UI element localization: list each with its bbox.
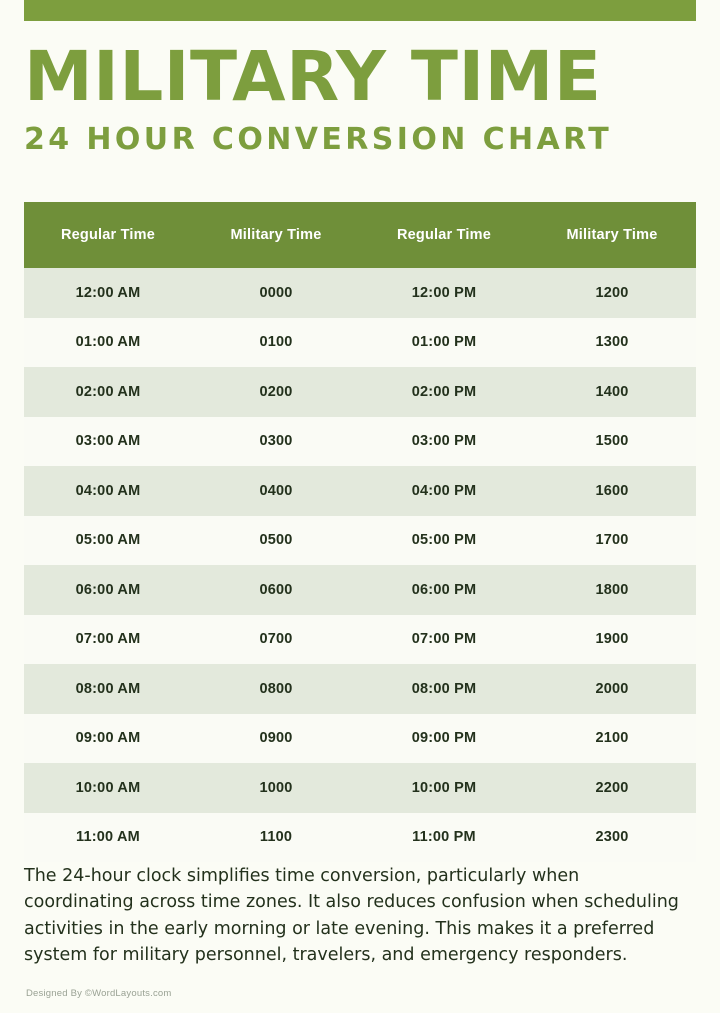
cell-military-time-pm: 1800 <box>528 565 696 615</box>
table-header-row <box>24 202 696 268</box>
cell-military-time-am: 0400 <box>192 466 360 516</box>
cell-military-time-am: 0000 <box>192 268 360 318</box>
cell-military-time-pm: 1300 <box>528 318 696 368</box>
table-row <box>24 516 696 566</box>
cell-military-time-pm: 2200 <box>528 763 696 813</box>
cell-regular-time-pm: 04:00 PM <box>360 466 528 516</box>
explanatory-note: The 24-hour clock simplifies time conversion, particularly when coordinating across time zones. It also reduces confusion when scheduling activities in the early morning or late evening. This makes it a preferred system for military personnel, travelers, and emergency responders. <box>24 865 679 965</box>
cell-military-time-pm: 2000 <box>528 664 696 714</box>
column-header-military-time-1: Military Time <box>192 202 360 268</box>
table-row <box>24 565 696 615</box>
cell-regular-time-am: 04:00 AM <box>24 466 192 516</box>
cell-military-time-pm: 1600 <box>528 466 696 516</box>
cell-military-time-am: 0800 <box>192 664 360 714</box>
cell-military-time-am: 0200 <box>192 367 360 417</box>
cell-military-time-am: 0600 <box>192 565 360 615</box>
cell-regular-time-am: 11:00 AM <box>24 813 192 863</box>
top-accent-bar <box>24 0 696 21</box>
cell-regular-time-am: 07:00 AM <box>24 615 192 665</box>
cell-regular-time-am: 10:00 AM <box>24 763 192 813</box>
page-subtitle: 24 HOUR CONVERSION CHART <box>24 122 613 157</box>
cell-regular-time-pm: 06:00 PM <box>360 565 528 615</box>
cell-military-time-pm: 1200 <box>528 268 696 318</box>
cell-regular-time-pm: 05:00 PM <box>360 516 528 566</box>
cell-regular-time-pm: 01:00 PM <box>360 318 528 368</box>
cell-regular-time-pm: 10:00 PM <box>360 763 528 813</box>
chart-header <box>24 37 696 158</box>
cell-regular-time-am: 09:00 AM <box>24 714 192 764</box>
credit-line: Designed By ©WordLayouts.com <box>26 988 172 999</box>
cell-regular-time-am: 05:00 AM <box>24 516 192 566</box>
column-header-regular-time-2: Regular Time <box>360 202 528 268</box>
cell-military-time-am: 0700 <box>192 615 360 665</box>
table-row <box>24 813 696 863</box>
conversion-table <box>24 202 696 862</box>
table-row <box>24 417 696 467</box>
conversion-table-container <box>24 202 696 862</box>
cell-regular-time-pm: 09:00 PM <box>360 714 528 764</box>
cell-regular-time-pm: 02:00 PM <box>360 367 528 417</box>
table-header <box>24 202 696 268</box>
table-row <box>24 318 696 368</box>
table-row <box>24 714 696 764</box>
cell-military-time-pm: 1500 <box>528 417 696 467</box>
page-title: MILITARY TIME <box>24 37 602 117</box>
cell-military-time-pm: 1700 <box>528 516 696 566</box>
table-row <box>24 466 696 516</box>
table-row <box>24 615 696 665</box>
table-row <box>24 367 696 417</box>
cell-regular-time-pm: 07:00 PM <box>360 615 528 665</box>
cell-military-time-pm: 1400 <box>528 367 696 417</box>
column-header-regular-time-1: Regular Time <box>24 202 192 268</box>
cell-military-time-am: 0500 <box>192 516 360 566</box>
cell-regular-time-pm: 08:00 PM <box>360 664 528 714</box>
table-row <box>24 268 696 318</box>
cell-military-time-am: 0300 <box>192 417 360 467</box>
cell-military-time-am: 0900 <box>192 714 360 764</box>
table-row <box>24 664 696 714</box>
column-header-military-time-2: Military Time <box>528 202 696 268</box>
cell-regular-time-am: 03:00 AM <box>24 417 192 467</box>
cell-military-time-am: 0100 <box>192 318 360 368</box>
cell-regular-time-am: 02:00 AM <box>24 367 192 417</box>
cell-regular-time-pm: 11:00 PM <box>360 813 528 863</box>
table-body <box>24 268 696 862</box>
cell-regular-time-pm: 03:00 PM <box>360 417 528 467</box>
table-row <box>24 763 696 813</box>
cell-military-time-am: 1000 <box>192 763 360 813</box>
cell-military-time-am: 1100 <box>192 813 360 863</box>
cell-military-time-pm: 2300 <box>528 813 696 863</box>
cell-regular-time-am: 06:00 AM <box>24 565 192 615</box>
cell-military-time-pm: 2100 <box>528 714 696 764</box>
cell-regular-time-am: 12:00 AM <box>24 268 192 318</box>
cell-regular-time-pm: 12:00 PM <box>360 268 528 318</box>
cell-regular-time-am: 01:00 AM <box>24 318 192 368</box>
cell-regular-time-am: 08:00 AM <box>24 664 192 714</box>
cell-military-time-pm: 1900 <box>528 615 696 665</box>
